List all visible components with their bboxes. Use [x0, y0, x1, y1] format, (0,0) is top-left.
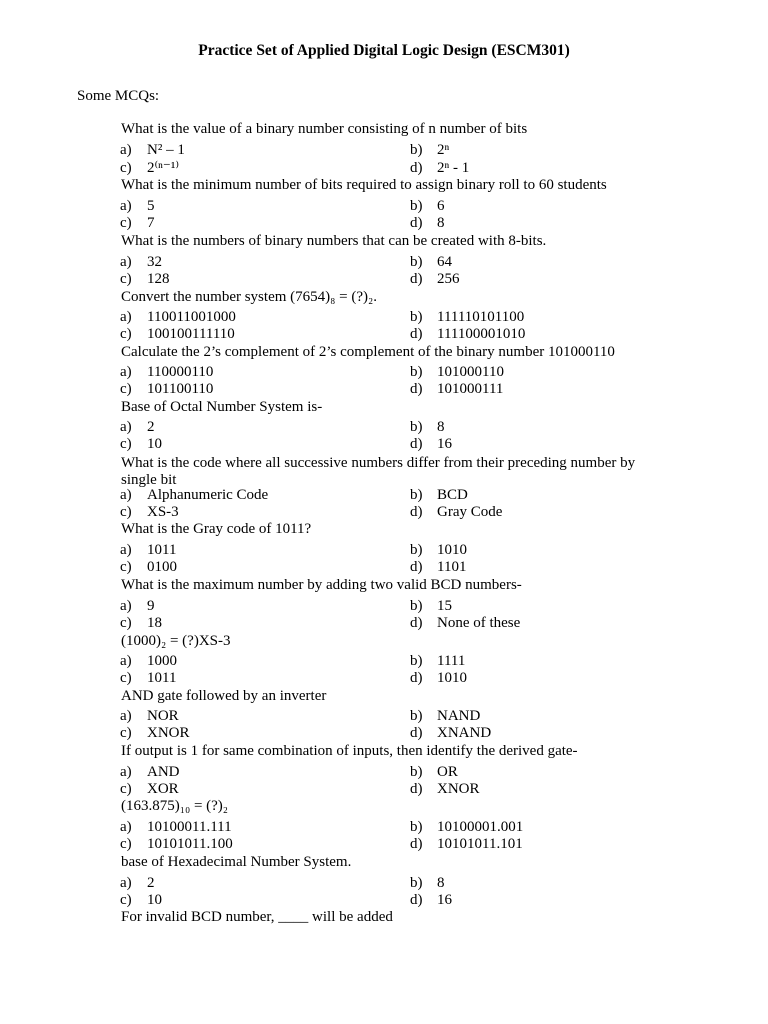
- option-letter: d): [410, 670, 423, 686]
- option-a: [120, 309, 236, 326]
- option-text: 2: [147, 419, 155, 435]
- option-c: [120, 504, 179, 521]
- option-text: 10101011.101: [437, 836, 523, 852]
- question-text: What is the maximum number by adding two valid BCD numbers-: [121, 577, 522, 593]
- option-d: [410, 559, 466, 576]
- option-text: 64: [437, 254, 452, 270]
- question-text: AND gate followed by an inverter: [121, 688, 327, 704]
- question-text: What is the numbers of binary numbers that can be created with 8-bits.: [121, 233, 547, 249]
- option-letter: b): [410, 309, 423, 325]
- option-d: [410, 615, 520, 632]
- option-b: [410, 708, 480, 725]
- question-text: Base of Octal Number System is-: [121, 399, 323, 415]
- option-letter: c): [120, 559, 132, 575]
- option-letter: a): [120, 819, 132, 835]
- option-letter: c): [120, 892, 132, 908]
- option-letter: d): [410, 436, 423, 452]
- option-text: 16: [437, 892, 452, 908]
- option-letter: d): [410, 836, 423, 852]
- option-a: [120, 198, 155, 215]
- option-text: 1010: [437, 670, 467, 686]
- option-d: [410, 781, 480, 798]
- option-text: N² – 1: [147, 142, 185, 158]
- option-letter: c): [120, 326, 132, 342]
- option-d: [410, 381, 503, 398]
- option-letter: a): [120, 419, 132, 435]
- option-text: 16: [437, 436, 452, 452]
- option-d: [410, 670, 467, 687]
- option-d: [410, 215, 445, 232]
- option-letter: d): [410, 725, 423, 741]
- option-letter: a): [120, 364, 132, 380]
- option-text: 110000110: [147, 364, 214, 380]
- option-letter: b): [410, 542, 423, 558]
- option-letter: a): [120, 487, 132, 503]
- option-b: [410, 653, 465, 670]
- option-c: [120, 271, 170, 288]
- option-text: Gray Code: [437, 504, 503, 520]
- option-text: 101100110: [147, 381, 214, 397]
- option-c: [120, 559, 177, 576]
- question-text: Calculate the 2’s complement of 2’s complement of the binary number 101000110: [121, 344, 615, 360]
- option-text: 128: [147, 271, 170, 287]
- option-c: [120, 781, 179, 798]
- option-letter: a): [120, 653, 132, 669]
- option-text: 6: [437, 198, 445, 214]
- option-b: [410, 487, 468, 504]
- question-text: If output is 1 for same combination of inputs, then identify the derived gate-: [121, 743, 578, 759]
- option-text: NOR: [147, 708, 179, 724]
- option-letter: d): [410, 215, 423, 231]
- option-text: 8: [437, 215, 445, 231]
- option-text: 100100111110: [147, 326, 235, 342]
- option-letter: d): [410, 326, 423, 342]
- option-letter: d): [410, 615, 423, 631]
- option-d: [410, 504, 502, 521]
- option-b: [410, 875, 445, 892]
- section-label: Some MCQs:: [77, 88, 160, 104]
- option-letter: c): [120, 381, 132, 397]
- option-text: 1000: [147, 653, 177, 669]
- option-letter: b): [410, 708, 423, 724]
- option-text: BCD: [437, 487, 468, 503]
- option-text: 8: [437, 875, 445, 891]
- option-text: 111110101100: [437, 309, 525, 325]
- question-text: For invalid BCD number, ____ will be added: [121, 909, 393, 925]
- option-a: [120, 708, 179, 725]
- option-text: 111100001010: [437, 326, 526, 342]
- option-b: [410, 419, 445, 436]
- option-letter: b): [410, 653, 423, 669]
- option-letter: c): [120, 670, 132, 686]
- option-text: 1111: [437, 653, 466, 669]
- option-d: [410, 160, 469, 177]
- option-a: [120, 254, 162, 271]
- option-letter: d): [410, 381, 423, 397]
- option-text: 10100011.111: [147, 819, 232, 835]
- option-letter: a): [120, 254, 132, 270]
- option-letter: b): [410, 419, 423, 435]
- option-a: [120, 819, 232, 836]
- option-b: [410, 819, 523, 836]
- option-text: XNAND: [437, 725, 492, 741]
- option-text: 9: [147, 598, 155, 614]
- option-text: 101000110: [437, 364, 504, 380]
- option-d: [410, 436, 452, 453]
- option-d: [410, 836, 523, 853]
- option-a: [120, 419, 155, 436]
- option-text: 18: [147, 615, 162, 631]
- option-c: [120, 436, 162, 453]
- question-text: base of Hexadecimal Number System.: [121, 854, 352, 870]
- option-text: 10: [147, 892, 162, 908]
- option-text: None of these: [437, 615, 521, 631]
- option-text: 15: [437, 598, 452, 614]
- option-d: [410, 892, 452, 909]
- option-d: [410, 326, 525, 343]
- option-c: [120, 381, 213, 398]
- option-text: 256: [437, 271, 460, 287]
- option-text: 10100001.001: [437, 819, 524, 835]
- option-letter: b): [410, 598, 423, 614]
- option-letter: c): [120, 436, 132, 452]
- question-text: What is the code where all successive numbers differ from their preceding number by single bit: [121, 455, 636, 488]
- option-text: 10101011.100: [147, 836, 233, 852]
- option-text: 1011: [147, 542, 177, 558]
- option-letter: b): [410, 487, 423, 503]
- option-letter: b): [410, 198, 423, 214]
- option-letter: c): [120, 271, 132, 287]
- option-c: [120, 215, 155, 232]
- option-text: OR: [437, 764, 458, 780]
- question-text: (1000)₂ = (?)XS-3: [121, 633, 231, 649]
- option-b: [410, 198, 445, 215]
- option-text: 5: [147, 198, 155, 214]
- option-letter: b): [410, 875, 423, 891]
- option-a: [120, 875, 155, 892]
- option-letter: a): [120, 142, 132, 158]
- page-title: Practice Set of Applied Digital Logic Design (ESCM301): [198, 42, 570, 59]
- option-b: [410, 309, 524, 326]
- option-letter: a): [120, 598, 132, 614]
- option-letter: a): [120, 764, 132, 780]
- option-letter: b): [410, 819, 423, 835]
- option-c: [120, 836, 233, 853]
- option-letter: d): [410, 892, 423, 908]
- option-letter: c): [120, 725, 132, 741]
- option-letter: a): [120, 875, 132, 891]
- question-text: (163.875)₁₀ = (?)₂: [121, 798, 229, 814]
- option-letter: b): [410, 142, 423, 158]
- question-text: What is the minimum number of bits required to assign binary roll to 60 students: [121, 177, 607, 193]
- option-text: 1010: [437, 542, 467, 558]
- option-c: [120, 725, 190, 742]
- option-a: [120, 598, 155, 615]
- option-text: 8: [437, 419, 445, 435]
- option-text: 110011001000: [147, 309, 236, 325]
- option-d: [410, 271, 460, 288]
- option-text: 7: [147, 215, 155, 231]
- option-text: 10: [147, 436, 162, 452]
- option-text: 2ⁿ - 1: [437, 160, 470, 176]
- option-letter: c): [120, 781, 132, 797]
- option-letter: a): [120, 309, 132, 325]
- option-b: [410, 254, 452, 271]
- option-letter: d): [410, 781, 423, 797]
- option-text: 101000111: [437, 381, 504, 397]
- option-letter: c): [120, 836, 132, 852]
- option-text: 2ⁿ: [437, 142, 450, 158]
- option-a: [120, 542, 176, 559]
- option-text: XNOR: [437, 781, 480, 797]
- option-text: 2⁽ⁿ⁻¹⁾: [147, 160, 180, 176]
- question-text: What is the value of a binary number consisting of n number of bits: [121, 121, 528, 137]
- option-b: [410, 764, 458, 781]
- option-c: [120, 670, 176, 687]
- option-text: AND: [147, 764, 180, 780]
- option-text: 32: [147, 254, 162, 270]
- option-letter: d): [410, 160, 423, 176]
- option-text: 0100: [147, 559, 177, 575]
- option-d: [410, 725, 491, 742]
- option-letter: c): [120, 215, 132, 231]
- option-text: 2: [147, 875, 155, 891]
- option-letter: b): [410, 364, 423, 380]
- option-b: [410, 542, 467, 559]
- option-a: [120, 487, 268, 504]
- option-letter: a): [120, 198, 132, 214]
- option-c: [120, 892, 162, 909]
- option-letter: d): [410, 504, 423, 520]
- option-c: [120, 615, 162, 632]
- option-text: XOR: [147, 781, 179, 797]
- option-letter: b): [410, 764, 423, 780]
- option-letter: d): [410, 559, 423, 575]
- option-text: XNOR: [147, 725, 190, 741]
- option-letter: a): [120, 542, 132, 558]
- option-b: [410, 142, 449, 159]
- option-text: XS-3: [147, 504, 179, 520]
- option-a: [120, 364, 213, 381]
- option-text: NAND: [437, 708, 481, 724]
- option-text: 1011: [147, 670, 177, 686]
- option-letter: c): [120, 615, 132, 631]
- question-text: Convert the number system (7654)₈ = (?)₂.: [121, 289, 377, 305]
- option-letter: a): [120, 708, 132, 724]
- option-letter: d): [410, 271, 423, 287]
- option-a: [120, 764, 180, 781]
- question-text: What is the Gray code of 1011?: [121, 521, 312, 537]
- option-letter: b): [410, 254, 423, 270]
- option-b: [410, 364, 504, 381]
- option-a: [120, 142, 185, 159]
- option-text: 1101: [437, 559, 467, 575]
- option-b: [410, 598, 452, 615]
- option-letter: c): [120, 160, 132, 176]
- option-letter: c): [120, 504, 132, 520]
- option-a: [120, 653, 177, 670]
- option-c: [120, 160, 179, 177]
- option-text: Alphanumeric Code: [147, 487, 269, 503]
- option-c: [120, 326, 235, 343]
